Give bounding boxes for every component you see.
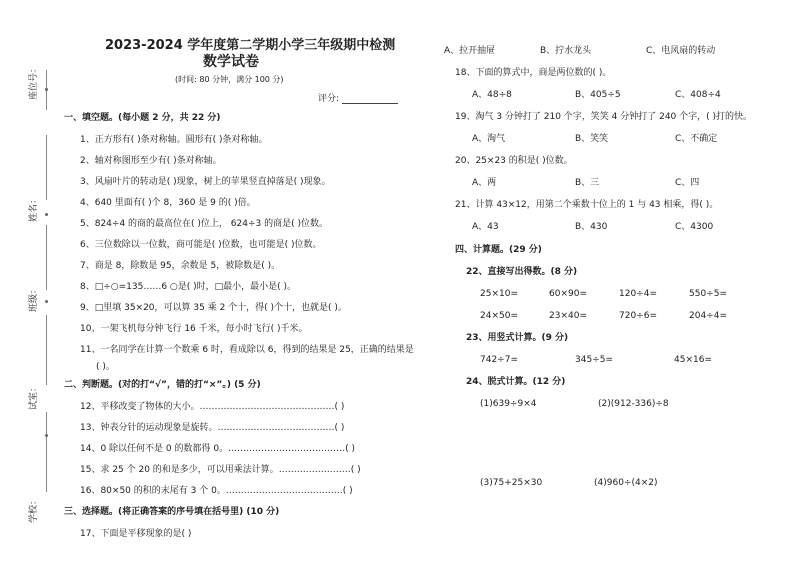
time-note: (时间: 80 分钟，满分 100 分) <box>175 75 284 84</box>
q17-option-b: B、拧水龙头 <box>540 46 592 56</box>
seat-label: 座位号： <box>29 63 39 100</box>
fill-item: 1、正方形有( )条对称轴。圆形有( )条对称轴。 <box>80 135 268 145</box>
q22-item: 25×10= <box>480 289 518 299</box>
question-18: 18、下面的算式中，商是两位数的( )。 <box>455 68 612 78</box>
q21-option-c: C、4300 <box>675 222 714 232</box>
binding-line <box>46 315 47 385</box>
q19-option-c: C、不确定 <box>675 134 718 144</box>
binding-line <box>46 225 47 290</box>
q18-option-b: B、405÷5 <box>575 90 621 100</box>
question-24: 24、脱式计算。(12 分) <box>466 377 566 387</box>
q22-item: 60×90= <box>549 289 587 299</box>
binding-line <box>46 412 47 492</box>
section-judge-heading: 二、判断题。(对的打“√”，错的打“×”。) (5 分) <box>64 380 261 390</box>
fill-item: 3、风扇叶片的转动是( )现象，树上的苹果竖直掉落是( )现象。 <box>80 177 331 187</box>
q24-item: (4)960÷(4×2) <box>594 478 658 488</box>
judge-item: 14、0 除以任何不是 0 的数都得 0。…………………………………( ) <box>80 444 355 454</box>
score-label: 评分: <box>318 94 340 104</box>
question-20: 20、25×23 的积是( )位数。 <box>455 156 573 166</box>
fill-item: 2、轴对称图形至少有( )条对称轴。 <box>80 156 222 166</box>
binding-dot <box>45 213 48 216</box>
section-fill-heading: 一、填空题。(每小题 2 分，共 22 分) <box>64 113 221 123</box>
class-label: 班级： <box>29 284 39 312</box>
q20-option-c: C、四 <box>675 178 700 188</box>
question-19: 19、淘气 3 分钟打了 210 个字，笑笑 4 分钟打了 240 个字，( )打的快。 <box>455 112 753 122</box>
binding-line <box>46 135 47 200</box>
section-choice-heading: 三、选择题。(将正确答案的序号填在括号里) (10 分) <box>64 507 280 517</box>
q19-option-b: B、笑笑 <box>575 134 609 144</box>
name-label: 姓名： <box>29 194 39 222</box>
question-23: 23、用竖式计算。(9 分) <box>466 333 569 343</box>
fill-item: 9、□里填 35×20，可以算 35 乘 2 个十，得( )个十，也就是( )。 <box>80 303 347 313</box>
fill-item-continued: ( )。 <box>96 362 115 372</box>
q20-option-b: B、三 <box>575 178 600 188</box>
q18-option-a: A、48÷8 <box>472 90 512 100</box>
fill-item: 8、□÷○=135……6 ○是( )时，□最小，最小是( )。 <box>80 282 297 292</box>
fill-item: 10、一架飞机每分钟飞行 16 千米，每小时飞行( )千米。 <box>80 324 308 334</box>
judge-item: 15、求 25 个 20 的和是多少，可以用乘法计算。……………………( ) <box>80 465 361 475</box>
q22-item: 23×40= <box>549 311 587 321</box>
q22-item: 720÷6= <box>619 311 657 321</box>
q19-option-a: A、淘气 <box>472 134 506 144</box>
question-22: 22、直接写出得数。(8 分) <box>466 267 578 277</box>
binding-dot <box>45 300 48 303</box>
school-label: 学校： <box>29 495 39 523</box>
judge-item: 16、80×50 的积的末尾有 3 个 0。…………………………………( ) <box>80 486 353 496</box>
q17-option-a: A、拉开抽屉 <box>444 46 496 56</box>
q22-item: 120÷4= <box>619 289 657 299</box>
binding-dot <box>45 88 48 91</box>
q21-option-a: A、43 <box>472 222 499 232</box>
q24-item: (2)(912-336)÷8 <box>598 399 669 409</box>
q24-item: (3)75+25×30 <box>480 478 543 488</box>
q18-option-c: C、408÷4 <box>675 90 721 100</box>
judge-item: 13、钟表分针的运动现象是旋转。…………………………………( ) <box>80 423 345 433</box>
exam-title: 2023-2024 学年度第二学期小学三年级期中检测 <box>105 38 396 53</box>
q20-option-a: A、两 <box>472 178 497 188</box>
fill-item: 5、824÷4 的商的最高位在( )位上， 624÷3 的商是( )位数。 <box>80 219 328 229</box>
q23-item: 345÷5= <box>575 355 613 365</box>
score-blank[interactable] <box>342 103 398 104</box>
q22-item: 204÷4= <box>689 311 727 321</box>
question-17: 17、下面是平移现象的是( ) <box>80 529 192 539</box>
q24-item: (1)639÷9×4 <box>480 399 537 409</box>
fill-item: 4、640 里面有( )个 8，360 是 9 的( )倍。 <box>80 198 256 208</box>
fill-item: 11、一名同学在计算一个数乘 6 时，看成除以 6，得到的结果是 25，正确的结果是 <box>80 345 414 355</box>
q17-option-c: C、电风扇的转动 <box>646 46 716 56</box>
exam-subtitle: 数学试卷 <box>203 54 259 70</box>
question-21: 21、计算 43×12，用第二个乘数十位上的 1 与 43 相乘，得( )。 <box>455 200 719 210</box>
fill-item: 7、商是 8，除数是 95，余数是 5，被除数是( )。 <box>80 261 281 271</box>
room-label: 试室： <box>29 382 39 410</box>
q22-item: 24×50= <box>480 311 518 321</box>
fill-item: 6、三位数除以一位数，商可能是( )位数，也可能是( )位数。 <box>80 240 322 250</box>
section-calc-heading: 四、计算题。(29 分) <box>455 245 542 255</box>
q23-item: 45×16= <box>674 355 712 365</box>
q21-option-b: B、430 <box>575 222 608 232</box>
binding-dot <box>45 434 48 437</box>
q23-item: 742÷7= <box>480 355 518 365</box>
judge-item: 12、平移改变了物体的大小。………………………………………( ) <box>80 402 345 412</box>
q22-item: 550÷5= <box>689 289 727 299</box>
